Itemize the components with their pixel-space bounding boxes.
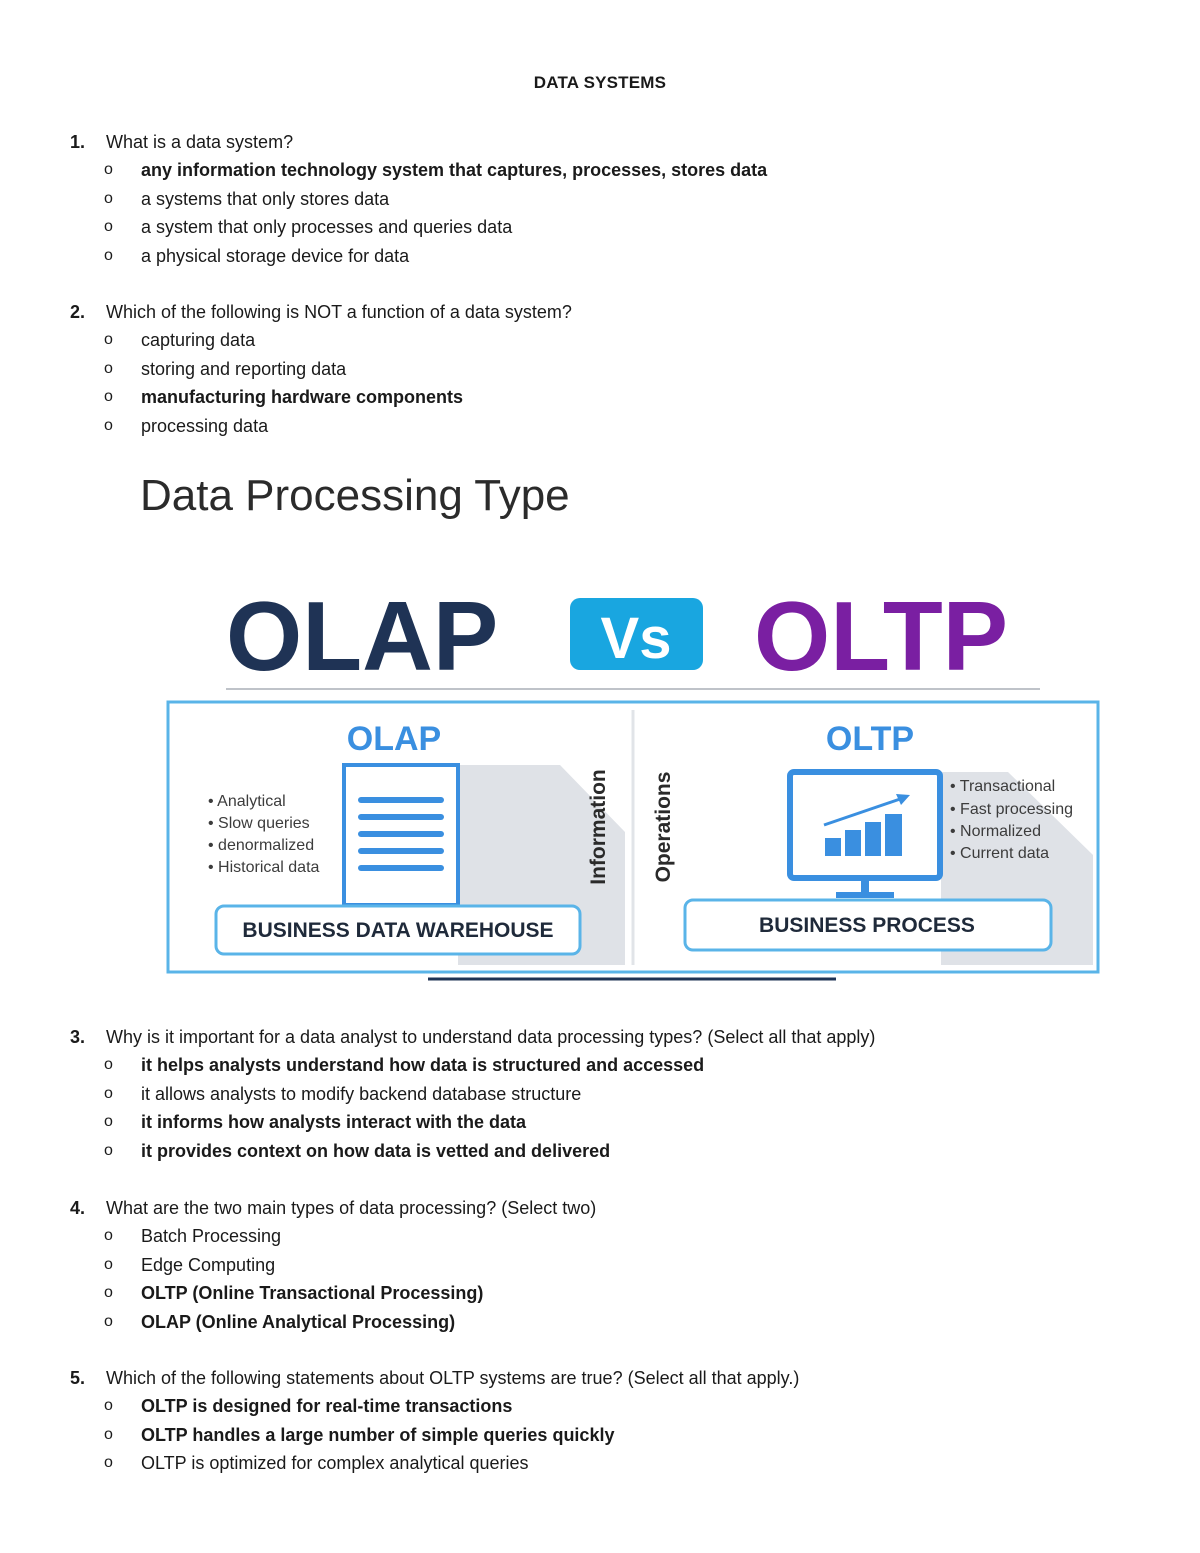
option-text: storing and reporting data	[141, 358, 347, 379]
option-text: any information technology system that captures, processes, stores data	[141, 160, 768, 180]
bullet-icon: o	[104, 1312, 113, 1330]
bullet-icon: o	[104, 1255, 113, 1273]
question-4	[70, 1194, 1150, 1336]
olap-big-title: OLAP	[226, 581, 499, 691]
olap-vs-oltp-figure	[138, 460, 1113, 985]
option-item	[70, 1308, 1150, 1337]
olap-bullet: • Historical data	[208, 859, 320, 876]
monitor-base	[836, 892, 894, 898]
option-item	[70, 326, 1150, 355]
bullet-icon: o	[104, 331, 113, 348]
bullet-icon: o	[104, 1454, 113, 1471]
document-title: DATA SYSTEMS	[533, 73, 667, 92]
option-item	[70, 1392, 1150, 1421]
bullet-icon: o	[104, 1113, 113, 1130]
bullet-icon: o	[104, 1227, 113, 1244]
oltp-bullet: • Normalized	[950, 823, 1041, 840]
bullet-icon: o	[104, 218, 113, 235]
question-text: What are the two main types of data processing? (Select two)	[106, 1198, 597, 1218]
option-text: OLTP handles a large number of simple queries quickly	[141, 1424, 615, 1445]
olap-bullet: • Slow queries	[208, 815, 310, 832]
option-text: Edge Computing	[141, 1254, 276, 1275]
option-item	[70, 185, 1150, 214]
information-label: Information	[587, 769, 610, 885]
oltp-process-label: BUSINESS PROCESS	[759, 914, 975, 937]
question-number: 1.	[70, 132, 86, 152]
option-item	[70, 1137, 1150, 1166]
question-3	[70, 1023, 1150, 1165]
question-text: Why is it important for a data analyst to understand data processing types? (Select all that apply)	[106, 1027, 876, 1047]
oltp-bullet: • Fast processing	[950, 801, 1073, 818]
question-5	[70, 1364, 1150, 1478]
bullet-icon: o	[104, 1284, 113, 1301]
question-number: 5.	[70, 1368, 86, 1388]
option-item	[70, 355, 1150, 384]
question-number: 2.	[70, 302, 86, 322]
bullet-icon: o	[104, 1141, 113, 1159]
bullet-icon: o	[104, 416, 113, 434]
bullet-icon: o	[104, 1056, 113, 1073]
bullet-icon: o	[104, 246, 113, 264]
option-item	[70, 242, 1150, 271]
question-text: What is a data system?	[106, 132, 294, 152]
option-text: OLTP is designed for real-time transactions	[141, 1396, 513, 1416]
oltp-bullet: • Current data	[950, 845, 1049, 862]
option-item	[70, 1449, 1150, 1478]
option-item	[70, 1222, 1150, 1251]
olap-bullet: • denormalized	[208, 837, 315, 854]
bullet-icon: o	[104, 1397, 113, 1414]
option-text: it informs how analysts interact with the data	[141, 1112, 527, 1132]
monitor-stand	[861, 878, 869, 894]
olap-bullet: • Analytical	[208, 793, 286, 810]
option-text: processing data	[141, 415, 269, 436]
option-text: it provides context on how data is vetted and delivered	[141, 1140, 611, 1161]
bullet-icon: o	[104, 161, 113, 178]
option-text: a systems that only stores data	[141, 188, 390, 209]
option-text: OLTP (Online Transactional Processing)	[141, 1283, 484, 1303]
bullet-icon: o	[104, 189, 113, 207]
option-item	[70, 1251, 1150, 1280]
oltp-bullet: • Transactional	[950, 778, 1056, 795]
option-text: capturing data	[141, 330, 256, 350]
option-item	[70, 383, 1150, 412]
question-number: 3.	[70, 1027, 86, 1047]
figure-heading: Data Processing Type	[140, 471, 570, 520]
bullet-icon: o	[104, 388, 113, 405]
option-text: a system that only processes and queries data	[141, 217, 513, 237]
question-text: Which of the following statements about OLTP systems are true? (Select all that apply.)	[106, 1368, 800, 1388]
option-item	[70, 213, 1150, 242]
operations-label: Operations	[652, 771, 675, 883]
question-2	[70, 298, 1150, 440]
olap-label: OLAP	[346, 720, 442, 758]
bullet-icon: o	[104, 1425, 113, 1443]
option-item	[70, 156, 1150, 185]
option-item	[70, 1051, 1150, 1080]
option-text: OLTP is optimized for complex analytical queries	[141, 1453, 529, 1473]
oltp-label: OLTP	[825, 720, 915, 758]
option-item	[70, 1108, 1150, 1137]
option-text: a physical storage device for data	[141, 245, 410, 266]
option-text: Batch Processing	[141, 1226, 282, 1246]
bullet-icon: o	[104, 359, 113, 377]
oltp-big-title: OLTP	[754, 581, 1009, 691]
option-item	[70, 1080, 1150, 1109]
bullet-icon: o	[104, 1084, 113, 1102]
option-text: manufacturing hardware components	[141, 387, 464, 407]
vs-label: Vs	[600, 606, 672, 671]
option-item	[70, 1279, 1150, 1308]
option-item	[70, 1421, 1150, 1450]
option-text: it allows analysts to modify backend database structure	[141, 1083, 582, 1104]
option-text: OLAP (Online Analytical Processing)	[141, 1311, 456, 1332]
question-text: Which of the following is NOT a function of a data system?	[106, 302, 572, 322]
olap-warehouse-label: BUSINESS DATA WAREHOUSE	[242, 919, 554, 942]
option-text: it helps analysts understand how data is structured and accessed	[141, 1055, 705, 1075]
question-1	[70, 128, 1150, 270]
option-item	[70, 412, 1150, 441]
question-number: 4.	[70, 1198, 86, 1218]
